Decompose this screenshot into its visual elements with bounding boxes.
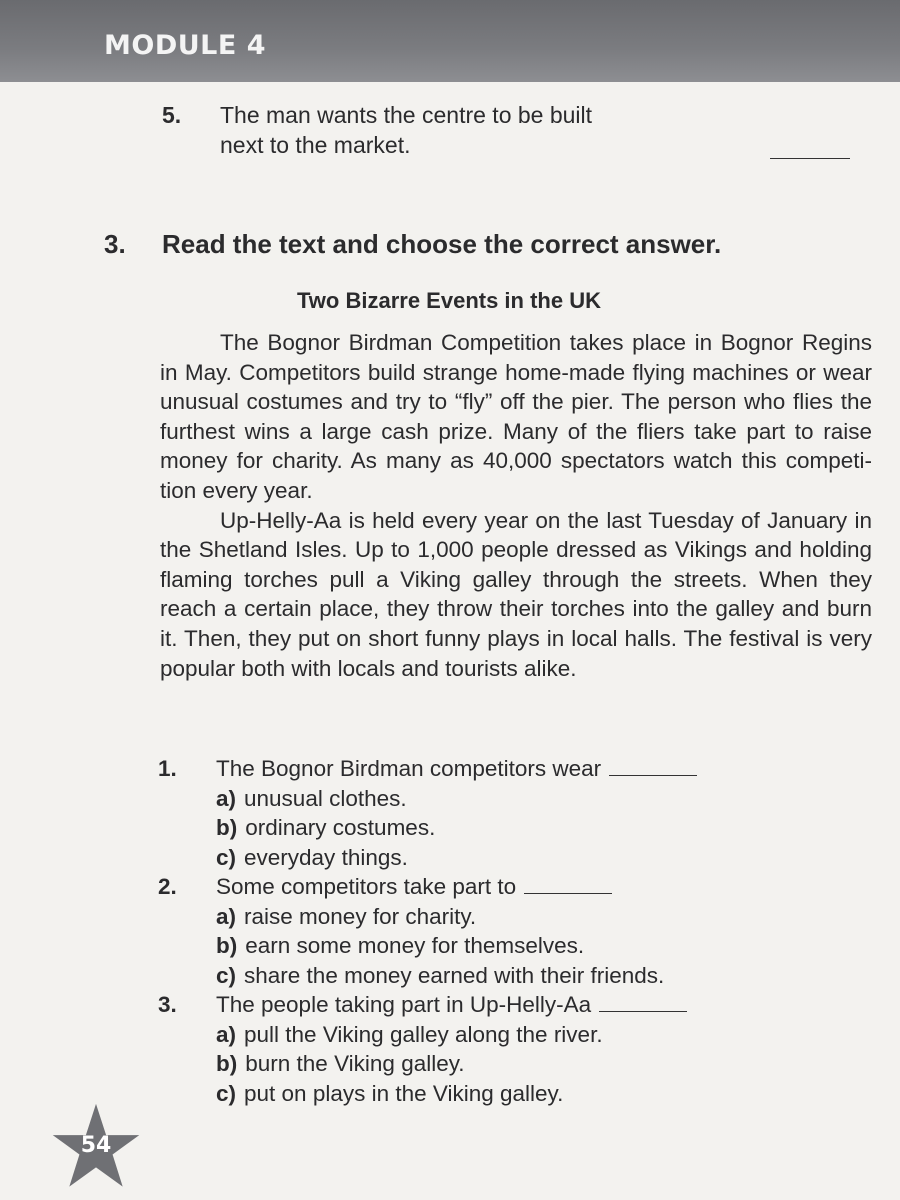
option-text: pull the Viking galley along the river. — [244, 1021, 603, 1047]
option-text: raise money for charity. — [244, 903, 477, 929]
question-number: 3. — [158, 992, 177, 1017]
passage-paragraph-up-helly-aa: Up-Helly-Aa is held every year on the last Tuesday of January in the Shetland Isles. Up to 1,000 people dressed as Vikings and holding flaming torches pull a Viking galley through the streets. When they reach a certain place, they throw their torches into the galley and burn it. Then, they put on short funny plays in local halls. The festival is very popular both with locals and tourists alike. — [160, 507, 872, 681]
page-number: 54 — [80, 1133, 112, 1158]
question-number: 2. — [158, 874, 177, 899]
reading-title: Two Bizarre Events in the UK — [297, 288, 601, 313]
option-letter: a) — [216, 785, 237, 811]
option-letter: c) — [216, 844, 237, 870]
option-letter: a) — [216, 903, 237, 929]
option-text: earn some money for themselves. — [245, 933, 585, 959]
module-label: MODULE 4 — [104, 30, 266, 61]
option-b[interactable] — [216, 1049, 465, 1079]
answer-blank[interactable] — [599, 993, 687, 1012]
passage-paragraph-bognor: The Bognor Birdman Competition takes place in Bognor Regins in May. Competitors build strange home-made flying machines or wear unusual costumes and try to “fly” off the pier. The person who flies the furthest wins a large cash prize. Many of the fliers take part to raise money for charity. As many as 40,000 spectators watch this competition every year. — [160, 330, 872, 503]
option-letter: a) — [216, 1021, 237, 1047]
option-text: everyday things. — [244, 844, 408, 870]
option-text: ordinary costumes. — [245, 815, 436, 841]
option-a[interactable] — [216, 784, 407, 814]
option-letter: b) — [216, 933, 238, 959]
option-letter: b) — [216, 815, 238, 841]
reading-passage — [160, 328, 872, 683]
question-number: 1. — [158, 756, 177, 781]
option-c[interactable] — [216, 1079, 563, 1109]
option-text: share the money earned with their friends. — [244, 962, 665, 988]
option-letter: c) — [216, 1080, 237, 1106]
option-text: put on plays in the Viking galley. — [244, 1080, 564, 1106]
option-a[interactable] — [216, 1020, 603, 1050]
question-stem — [216, 872, 612, 902]
option-text: burn the Viking galley. — [245, 1051, 465, 1077]
previous-item-number: 5. — [162, 102, 182, 128]
question-stem-text: Some competitors take part to — [216, 874, 517, 899]
option-b[interactable] — [216, 931, 584, 961]
question-stem-text: The people taking part in Up-Helly-Aa — [216, 992, 592, 1017]
task-instruction: Read the text and choose the correct answer. — [162, 229, 722, 259]
answer-blank[interactable] — [609, 757, 697, 776]
option-c[interactable] — [216, 843, 408, 873]
option-b[interactable] — [216, 813, 435, 843]
answer-blank[interactable] — [524, 875, 612, 894]
option-letter: b) — [216, 1051, 238, 1077]
option-text: unusual clothes. — [244, 785, 407, 811]
option-letter: c) — [216, 962, 237, 988]
previous-item-answer-blank[interactable] — [770, 158, 850, 159]
option-a[interactable] — [216, 902, 476, 932]
question-stem — [216, 754, 697, 784]
task-number: 3. — [104, 229, 126, 259]
question-stem-text: The Bognor Birdman competitors wear — [216, 756, 602, 781]
previous-item-text: The man wants the centre to be built next to the market. — [220, 102, 593, 158]
option-c[interactable] — [216, 961, 664, 991]
question-stem — [216, 990, 687, 1020]
